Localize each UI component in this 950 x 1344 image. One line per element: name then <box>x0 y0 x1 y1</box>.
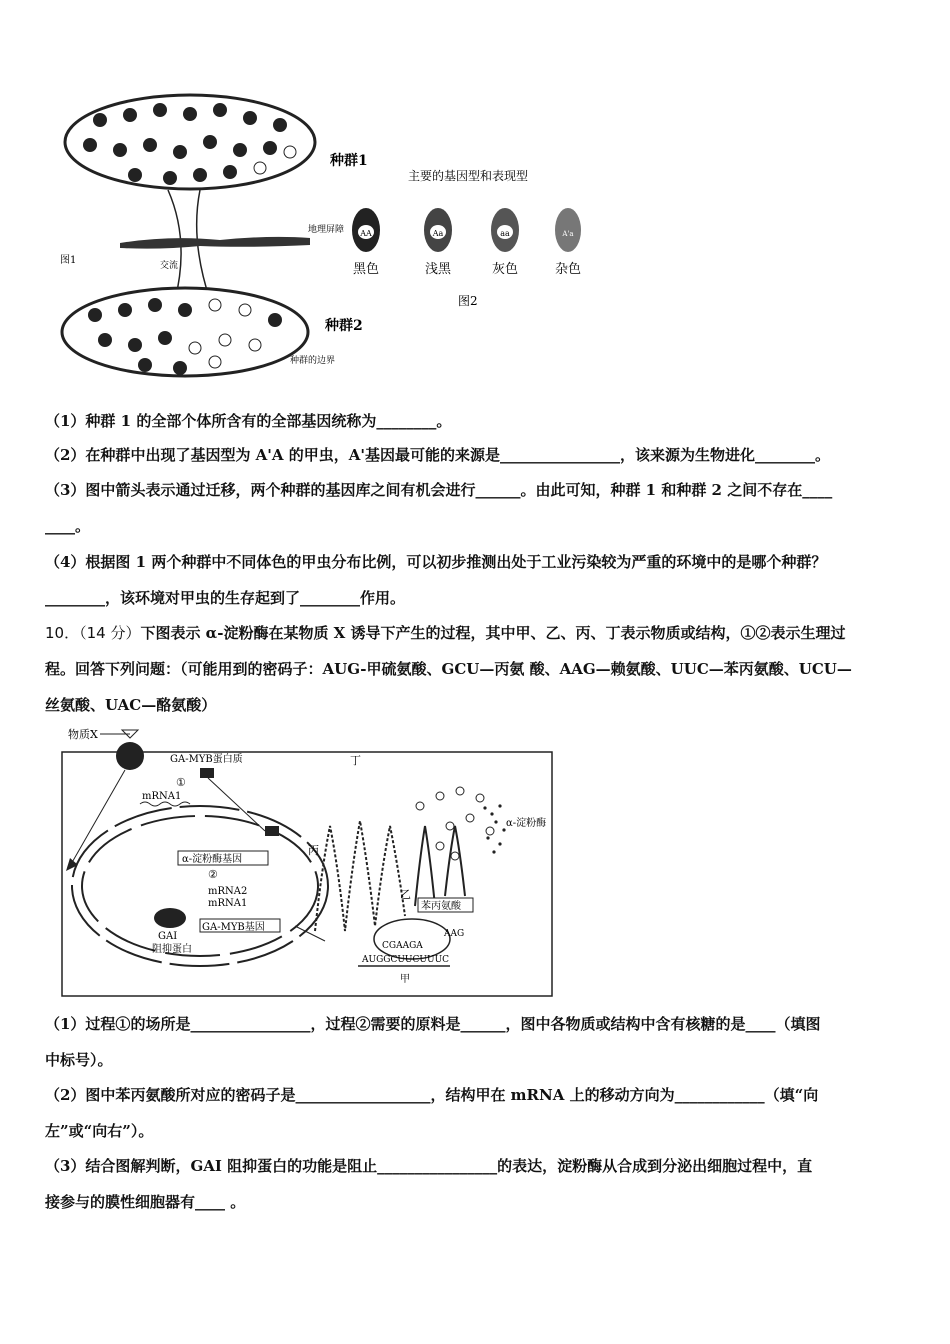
substance-x-label: 物质X <box>68 728 98 741</box>
ga-myb-protein-label: GA-MYB蛋白质 <box>170 754 243 765</box>
ga-myb-gene-label: GA-MYB基因 <box>202 922 265 933</box>
phenotype-label: 灰色 <box>491 262 519 277</box>
figure-population-beetles <box>50 90 582 380</box>
q10-sub-line-4: 左”或“向右”）。 <box>45 1122 154 1140</box>
ding-label: 丁 <box>350 754 361 767</box>
q10-line-1 <box>45 622 915 644</box>
q9-line-1: （1）种群 1 的全部个体所含有的全部基因统称为________。 <box>45 412 452 430</box>
step-1-label: ① <box>176 776 186 789</box>
q9-line-3: （3）图中箭头表示通过迁移，两个种群的基因库之间有机会进行______。由此可知，种群 1 和种群 2 之间不存在____ <box>45 481 833 499</box>
phe-label: 苯丙氨酸 <box>421 901 461 912</box>
jia-label: 甲 <box>400 974 410 985</box>
phenotype-label: 黑色 <box>352 262 380 277</box>
q10-sub-line-2: 中标号）。 <box>45 1051 113 1069</box>
mrna1-b-label: mRNA1 <box>208 898 248 909</box>
q10-number: 10． <box>45 624 80 642</box>
amylase-gene-label: α-淀粉酶基因 <box>182 854 243 865</box>
q9-line-4: ____。 <box>45 517 91 535</box>
mrna1-label: mRNA1 <box>142 791 182 802</box>
beetle-Aa <box>424 208 452 277</box>
beetle-aa-grey <box>491 208 519 277</box>
fig2-label: 图2 <box>458 294 478 308</box>
yi-label: 乙 <box>400 888 411 901</box>
step-2-label: ② <box>208 868 218 881</box>
mrna-sequence-label: AUGGCUUCUUUC <box>362 955 450 965</box>
population-2-ellipse <box>62 288 308 376</box>
bing-label: 丙 <box>308 844 319 857</box>
q10-sub-line-1: （1）过程①的场所是________________，过程②需要的原料是______，图中各物质或结构中含有核糖的是____（填图 <box>45 1015 821 1033</box>
exchange-label: 交流 <box>160 261 179 271</box>
svg-text:Aa: Aa <box>432 229 444 238</box>
beetle-A'a <box>555 208 581 277</box>
q9-line-2: （2）在种群中出现了基因型为 A'A 的甲虫，A'基因最可能的来源是________________，该来源为生物进化________。 <box>45 446 830 464</box>
phenotype-label: 杂色 <box>555 262 582 277</box>
q10-stem-1: 下图表示 α-淀粉酶在某物质 X 诱导下产生的过程，其中甲、乙、丙、丁表示物质或结构，①②表示生理过 <box>140 624 846 642</box>
pop2-label: 种群2 <box>325 318 363 334</box>
q10-line-3: 丝氨酸、UAC—酪氨酸） <box>45 696 217 714</box>
q9-line-5: （4）根据图 1 两个种群中不同体色的甲虫分布比例，可以初步推测出处于工业污染较为严重的环境中的是哪个种群？ <box>45 553 827 571</box>
boundary-label: 种群的边界 <box>290 356 336 366</box>
fig2-title: 主要的基因型和表现型 <box>408 169 529 183</box>
q10-line-2: 程。回答下列问题：（可能用到的密码子：AUG-甲硫氨酸、GCU—丙氨 酸、AAG—赖氨酸、UUC—苯丙氨酸、UCU— <box>45 660 852 678</box>
figure-amylase-process <box>60 726 620 1001</box>
q9-line-6: ________，该环境对甲虫的生存起到了________作用。 <box>45 589 406 607</box>
q10-sub-line-3: （2）图中苯丙氨酸所对应的密码子是__________________，结构甲在 mRNA 上的移动方向为____________（填“向 <box>45 1086 819 1104</box>
anticodon-label: CGAAGA <box>382 941 423 951</box>
q10-score: （14 分） <box>79 624 141 642</box>
q10-sub-line-5: （3）结合图解判断，GAI 阻抑蛋白的功能是阻止________________的表达，淀粉酶从合成到分泌出细胞过程中，直 <box>45 1157 813 1175</box>
gai-label: GAI <box>158 931 178 942</box>
svg-text:AA: AA <box>360 229 372 238</box>
barrier-label: 地理屏障 <box>308 225 345 235</box>
gai-suppressor-label: 阻抑蛋白 <box>152 944 192 955</box>
svg-text:A'a: A'a <box>562 230 574 238</box>
svg-text:aa: aa <box>500 229 510 238</box>
phenotype-label: 浅黑 <box>424 262 452 277</box>
beetle-aa <box>352 208 380 277</box>
pop1-label: 种群1 <box>330 153 368 169</box>
mrna2-label: mRNA2 <box>208 886 248 897</box>
fig1-label: 图1 <box>60 255 77 266</box>
amylase-label: α-淀粉酶 <box>506 818 547 829</box>
q10-sub-line-6: 接参与的膜性细胞器有____ 。 <box>45 1193 246 1211</box>
aag-label: AAG <box>444 929 465 939</box>
